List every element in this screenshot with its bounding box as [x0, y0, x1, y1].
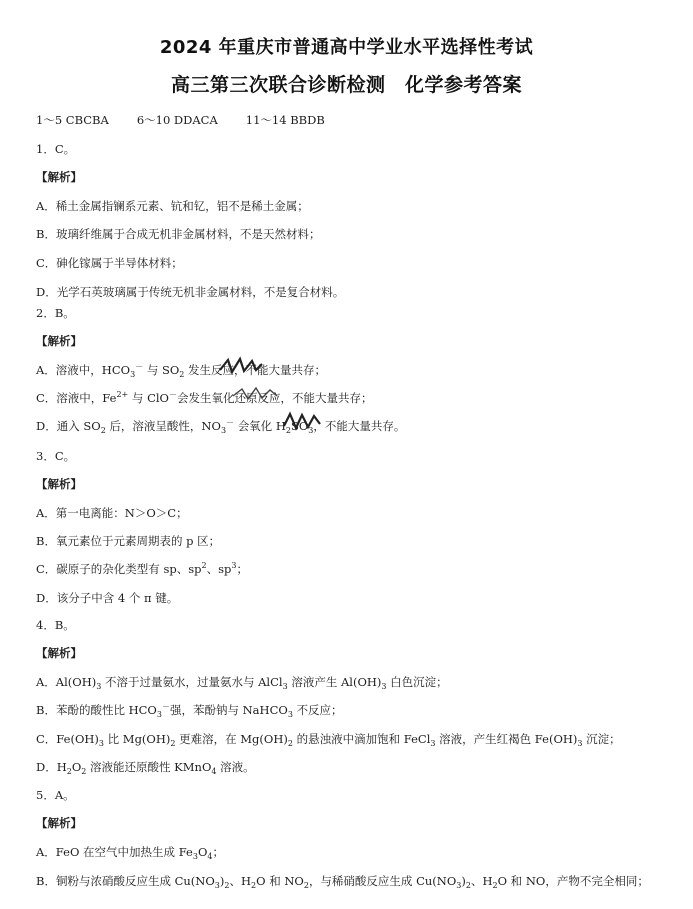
scribble-mark	[218, 356, 264, 376]
q4-option-a: A．$Al(OH)_3$ 不溶于过量氨水，过量氨水与 AlCl$_3$ 溶液产生 $Al(OH)_3$ 白色沉淀；	[36, 675, 448, 691]
q5-answer: 5．A。	[36, 788, 75, 802]
q4-option-c: C．$Fe(OH)_3$ 比 $Mg(OH)_2$ 更难溶，在 $Mg(OH)_2$ 的悬浊液中滴加饱和 FeCl$_3$ 溶液，产生红褐色 $Fe(OH)_3$ 沉淀；	[36, 732, 621, 748]
q1-option-a: A．稀土金属指镧系元素、钪和钇，铝不是稀土金属；	[36, 199, 309, 213]
q2-option-d: D．通入 $SO_2$ 后，溶液呈酸性，$NO_3^-$ 会氧化 $H_2SO_3$，不能大量共存。	[36, 418, 406, 435]
q1-option-c: C．砷化镓属于半导体材料；	[36, 256, 183, 270]
q2-option-a: A．溶液中，$HCO_3^-$ 与 $SO_2$ 发生反应，不能大量共存；	[36, 362, 327, 379]
q3-option-a: A．第一电离能：N＞O＞C；	[36, 506, 188, 520]
q2-option-c: C．溶液中，$Fe^{2+}$ 与 ClO－会发生氧化还原反应，不能大量共存；	[36, 390, 373, 405]
q1-answer: 1．C。	[36, 142, 76, 156]
q3-analysis-header: 【解析】	[36, 477, 82, 491]
q2-analysis-header: 【解析】	[36, 334, 82, 348]
exam-title: 2024 年重庆市普通高中学业水平选择性考试	[159, 37, 534, 58]
q2-answer: 2．B。	[36, 306, 75, 320]
q1-analysis-header: 【解析】	[36, 170, 82, 184]
q3-answer: 3．C。	[36, 449, 76, 463]
q1-option-d: D．光学石英玻璃属于传统无机非金属材料，不是复合材料。	[36, 285, 345, 299]
answer-group-1: 1～5 CBCBA	[36, 113, 109, 127]
q3-option-d: D．该分子中含 4 个 π 键。	[36, 591, 179, 605]
q4-analysis-header: 【解析】	[36, 646, 82, 660]
q3-option-c: C．碳原子的杂化类型有 sp、$sp^2$、$sp^3$；	[36, 561, 248, 576]
q4-option-d: D．$H_2O_2$ 溶液能还原酸性 KMnO$_4$ 溶液。	[36, 760, 255, 776]
q5-option-a: A．FeO 在空气中加热生成 $Fe_3O_4$；	[36, 845, 224, 861]
scribble-mark	[282, 410, 322, 432]
q3-option-b: B．氧元素位于元素周期表的 p 区；	[36, 534, 221, 548]
exam-subtitle: 高三第三次联合诊断检测 化学参考答案	[170, 74, 522, 96]
q5-option-b: B．铜粉与浓硝酸反应生成 $Cu(NO_3)_2$、$H_2O$ 和 $NO_2$，与稀硝酸反应生成 $Cu(NO_3)_2$、$H_2O$ 和 NO，产物不完全相同；	[36, 874, 649, 890]
scribble-mark	[230, 384, 280, 404]
q4-option-b: B．苯酚的酸性比 $HCO_3^-$强，苯酚钠与 NaHCO$_3$ 不反应；	[36, 702, 343, 719]
answer-key	[36, 113, 325, 127]
q1-option-b: B．玻璃纤维属于合成无机非金属材料，不是天然材料；	[36, 227, 321, 241]
q5-analysis-header: 【解析】	[36, 816, 82, 830]
answer-group-3: 11～14 BBDB	[245, 113, 325, 127]
q4-answer: 4．B。	[36, 618, 75, 632]
answer-group-2: 6～10 DDACA	[136, 113, 218, 127]
